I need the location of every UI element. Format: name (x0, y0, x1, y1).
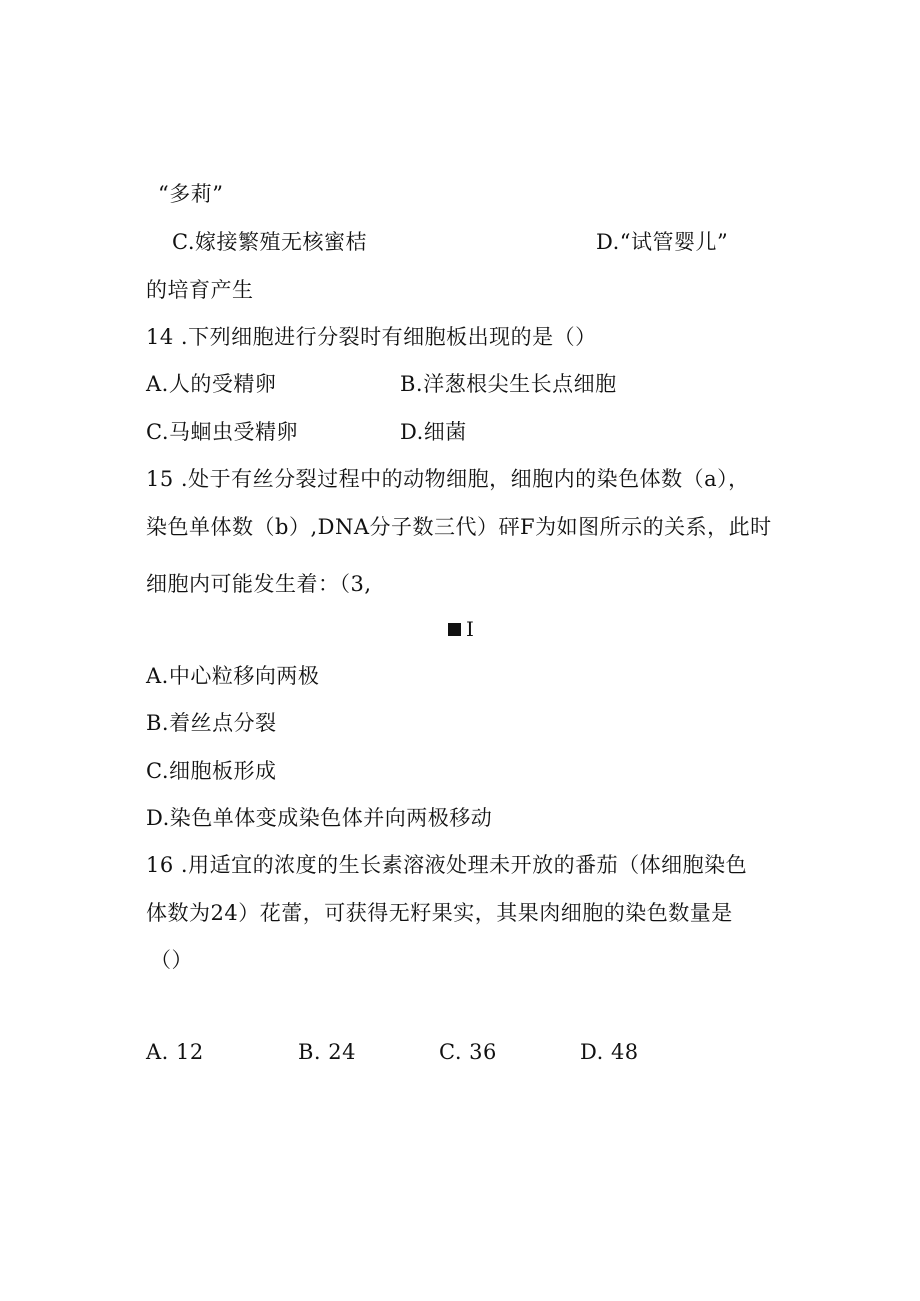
q16-stem-line-1: 16 .用适宜的浓度的生长素溶液处理未开放的番茄（体细胞染色 (146, 853, 748, 877)
q15-stem-line-1: 15 .处于有丝分裂过程中的动物细胞，细胞内的染色体数（a）， (146, 467, 750, 491)
q15-option-c: C.细胞板形成 (146, 759, 277, 783)
q15-option-a: A.中心粒移向两极 (146, 664, 320, 688)
q16-option-d: D. 48 (580, 1040, 639, 1064)
q14-option-d: D.细菌 (400, 420, 467, 444)
q16-option-a: A. 12 (146, 1040, 204, 1064)
q15-stem-line-3: 细胞内可能发生着：（3, (146, 572, 372, 596)
q16-stem-line-2: 体数为24）花蕾，可获得无籽果实，其果肉细胞的染色数量是 (146, 901, 733, 925)
q16-option-c: C. 36 (439, 1040, 497, 1064)
q14-option-c: C.马蛔虫受精卵 (146, 420, 298, 444)
q15-option-d: D.染色单体变成染色体并向两极移动 (146, 806, 493, 830)
q14-option-a: A.人的受精卵 (146, 372, 277, 396)
figure-mark: I (466, 617, 474, 641)
q16-option-b: B. 24 (298, 1040, 357, 1064)
q13-option-b-continuation: “多莉” (158, 182, 224, 206)
q15-stem-line-2: 染色单体数（b）,DNA分子数三代）砰F为如图所示的关系，此时 (146, 515, 772, 539)
q14-stem: 14 .下列细胞进行分裂时有细胞板出现的是（） (146, 325, 597, 349)
black-square-icon (448, 623, 461, 636)
q13-option-d-continuation: 的培育产生 (146, 278, 254, 302)
q15-figure-placeholder (448, 617, 474, 641)
q16-stem-line-3: （） (150, 948, 193, 972)
q13-option-c: C.嫁接繁殖无核蜜桔 (172, 230, 367, 254)
q13-option-d: D.“试管婴儿” (596, 230, 729, 254)
q14-option-b: B.洋葱根尖生长点细胞 (400, 372, 617, 396)
q15-option-b: B.着丝点分裂 (146, 711, 277, 735)
